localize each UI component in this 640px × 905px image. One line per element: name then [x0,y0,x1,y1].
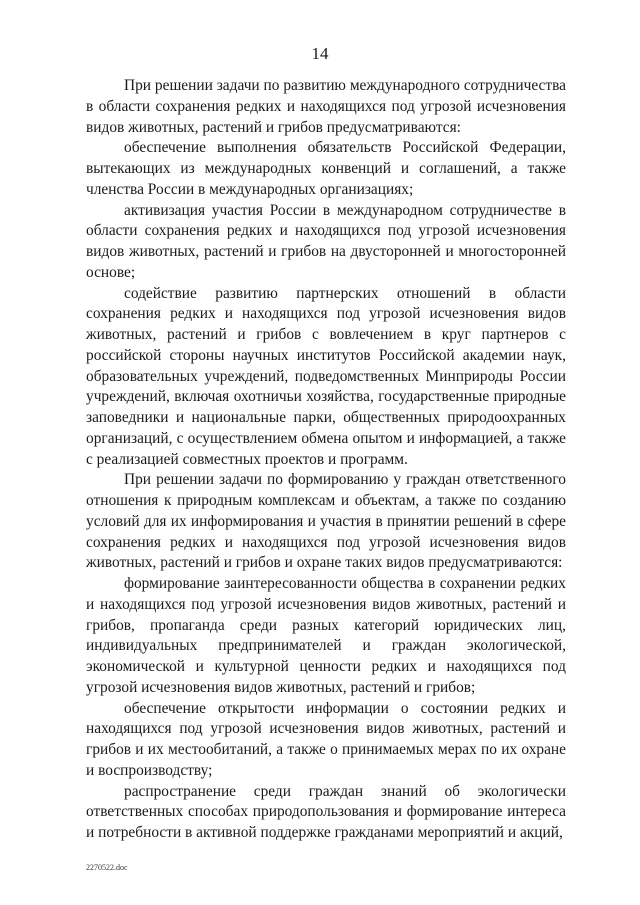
footer-filename: 2270522.doc [86,863,128,872]
paragraph: распространение среди граждан знаний об экологически ответственных способах природопользования и формирование интереса и потребности в активной поддержке гражданами мероприятий и акций, [86,782,566,841]
paragraph: формирование заинтересованности общества в сохранении редких и находящихся под угрозой исчезновения видов животных, растений и грибов, пропаганда среди разных категорий юридических лиц, индивидуальных предпринимателей и граждан экологической, экономической и культурной ценности редких и находящихся под угрозой исчезновения видов животных, растений и грибов; [86,575,566,696]
document-body [86,76,566,844]
paragraph: активизация участия России в международном сотрудничестве в области сохранения редких и находящихся под угрозой исчезновения видов животных, растений и грибов на двусторонней и многосторонней основе; [86,201,566,281]
paragraph: обеспечение выполнения обязательств Российской Федерации, вытекающих из международных конвенций и соглашений, а также членства России в международных организациях; [86,139,566,198]
paragraph: обеспечение открытости информации о состоянии редких и находящихся под угрозой исчезновения видов животных, растений и грибов и их местообитаний, а также о принимаемых мерах по их охране и воспроизводству; [86,699,566,779]
page-number: 14 [311,44,329,63]
paragraph: При решении задачи по развитию международного сотрудничества в области сохранения редких и находящихся под угрозой исчезновения видов животных, растений и грибов предусматриваются: [86,77,566,136]
paragraph: При решении задачи по формированию у граждан ответственного отношения к природным комплексам и объектам, а также по созданию условий для их информирования и участия в принятии решений в сфере сохранения редких и находящихся под угрозой исчезновения видов животных, растений и грибов и охране таких видов предусматриваются: [86,471,566,572]
paragraph: содействие развитию партнерских отношений в области сохранения редких и находящихся под угрозой исчезновения видов животных, растений и грибов с вовлечением в круг партнеров с российской стороны научных институтов Российской академии наук, образовательных учреждений, подведомственных Минприроды России учреждений, включая охотничьи хозяйства, государственные природные заповедники и национальные парки, общественных природоохранных организаций, с осуществлением обмена опытом и информацией, а также с реализацией совместных проектов и программ. [86,284,566,468]
